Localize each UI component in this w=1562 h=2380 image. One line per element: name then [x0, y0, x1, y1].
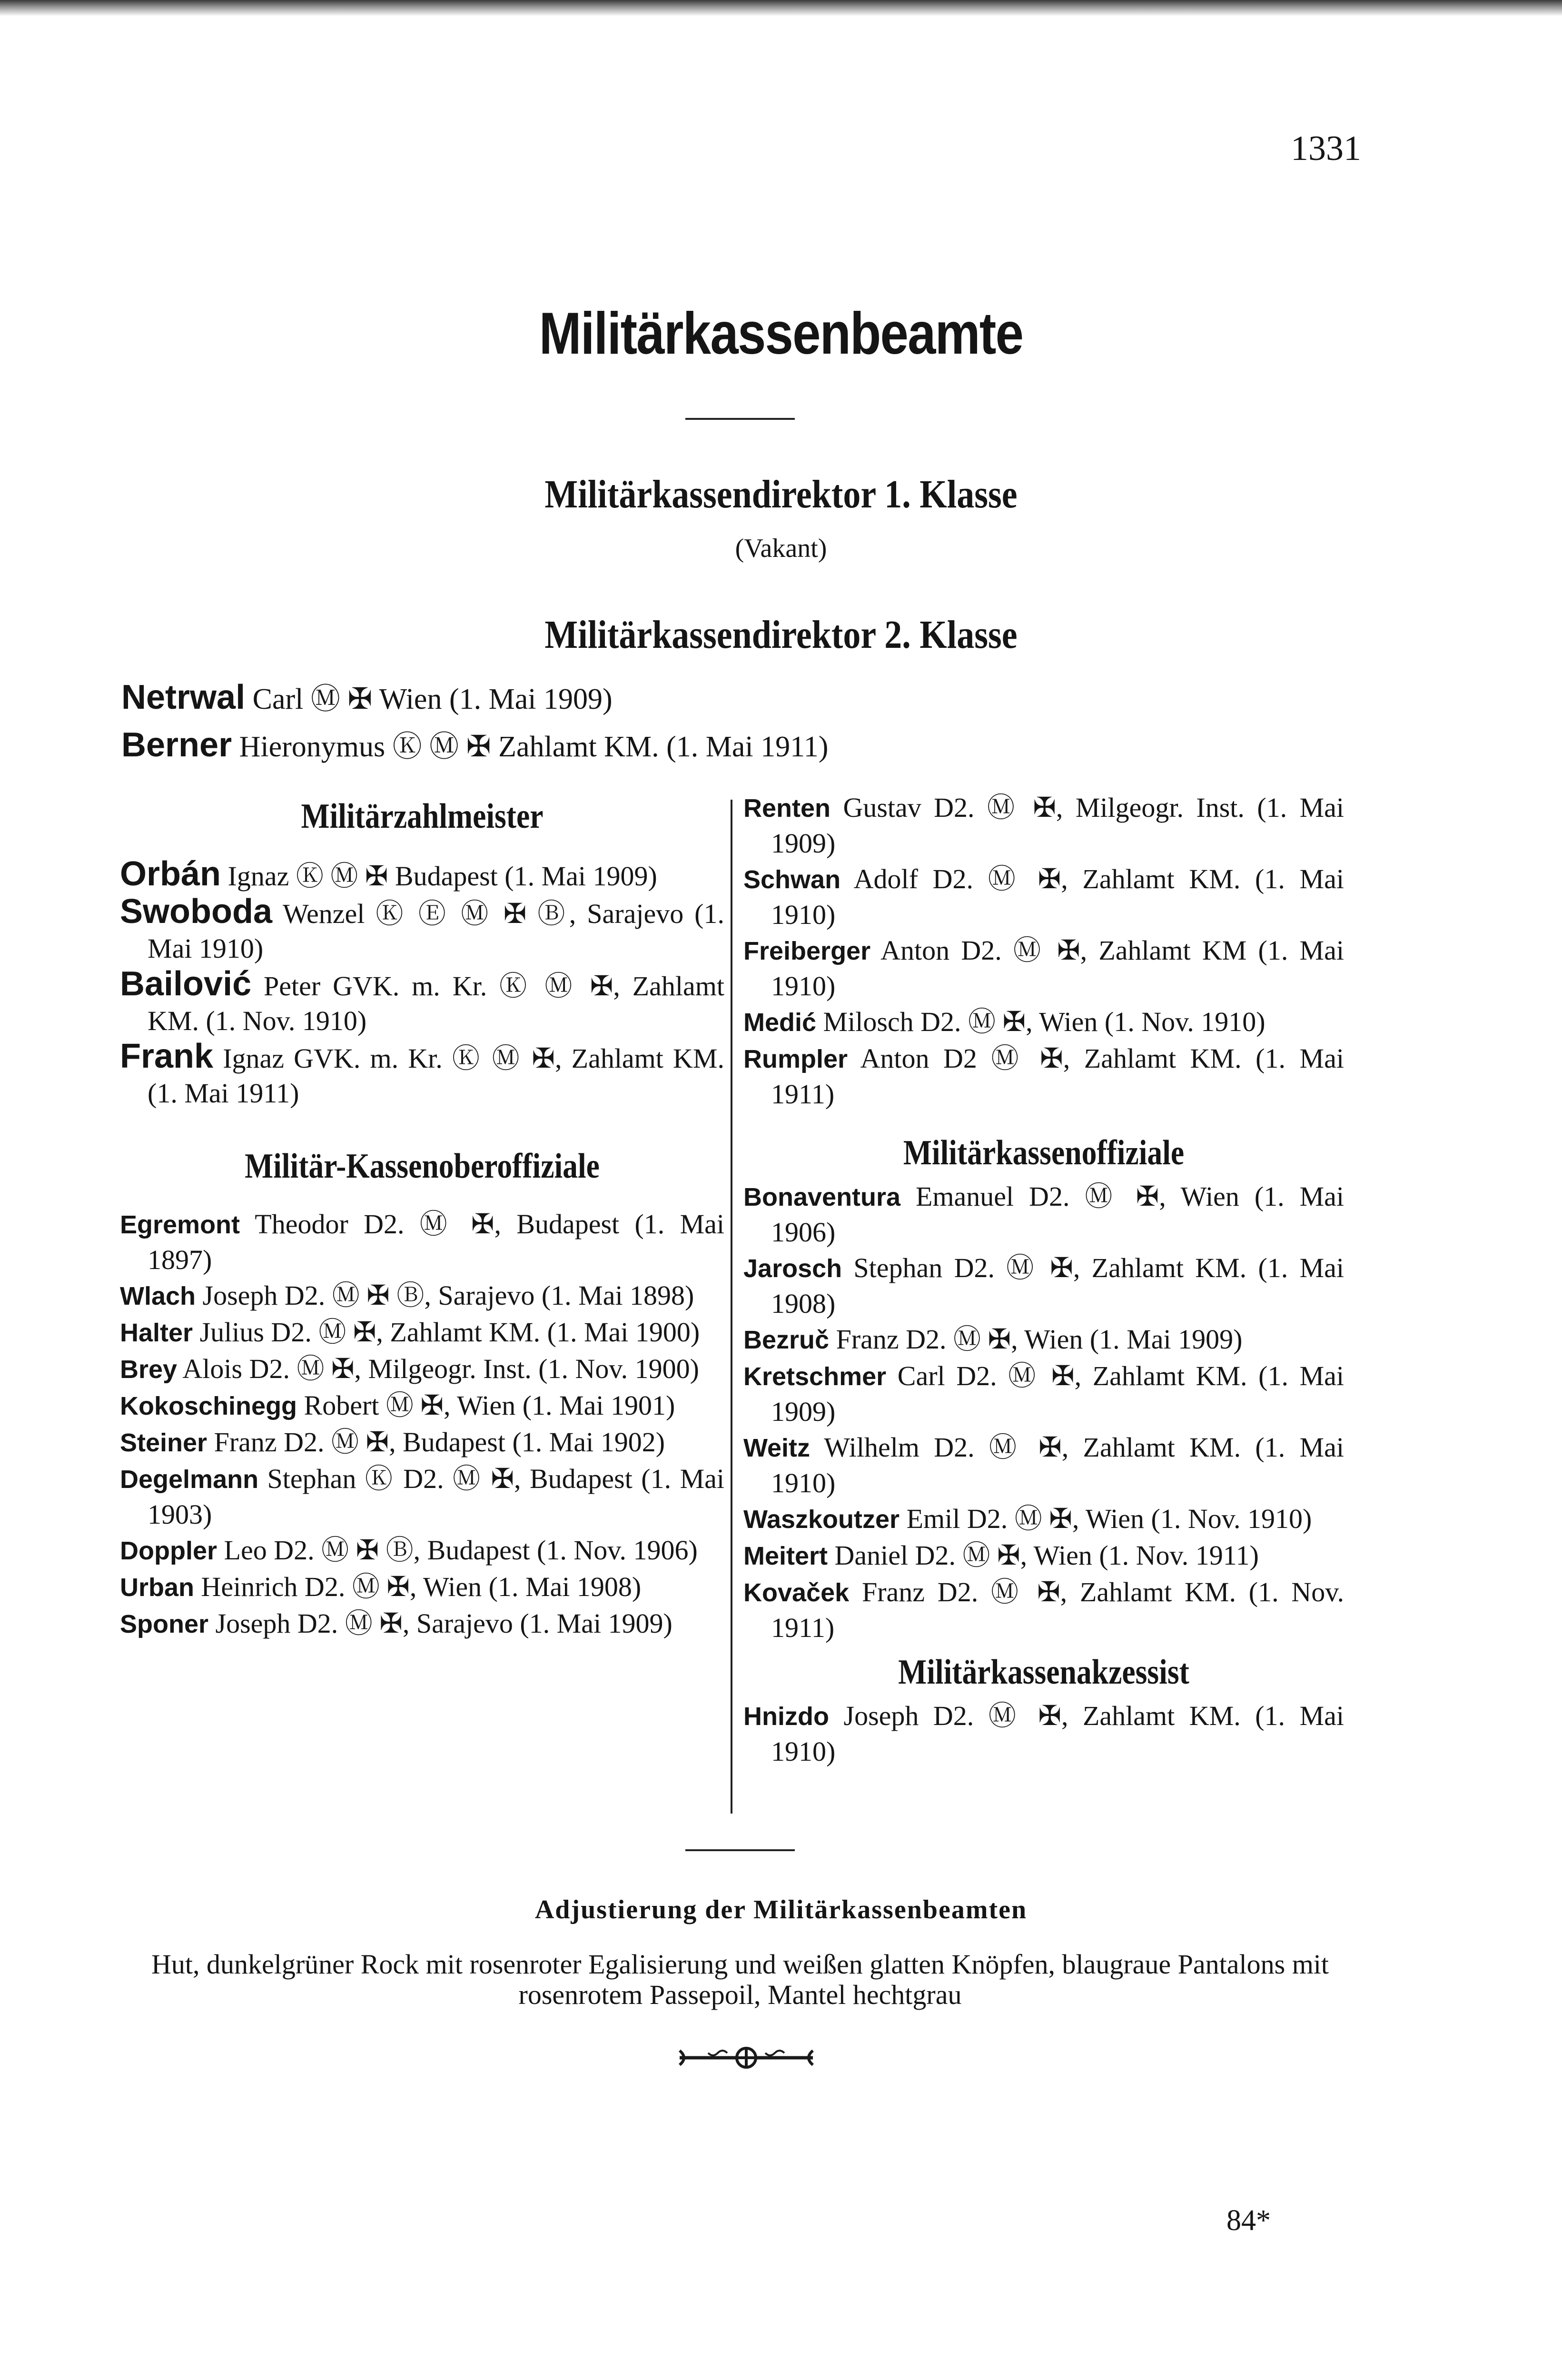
entry-name: Orbán	[120, 855, 221, 893]
list-item	[120, 1533, 724, 1568]
entry-name: Bailović	[120, 965, 252, 1003]
entry-name: Kovaček	[743, 1578, 850, 1607]
entry-text: Gustav D2. Ⓜ ✠, Milgeogr. Inst. (1. Mai 1909)	[771, 792, 1344, 859]
entry-name: Weitz	[743, 1434, 811, 1462]
list-item	[743, 1575, 1344, 1645]
entry-text: Milosch D2. Ⓜ ✠, Wien (1. Nov. 1910)	[823, 1006, 1265, 1037]
scan-edge	[0, 0, 1562, 16]
entry-text: Julius D2. Ⓜ ✠, Zahlamt KM. (1. Mai 1900)	[199, 1317, 700, 1348]
entry-name: Wlach	[120, 1282, 196, 1310]
list-item	[120, 857, 724, 893]
list-item	[743, 790, 1344, 861]
list-item	[120, 1207, 724, 1277]
column-divider	[731, 800, 732, 1814]
entry-name: Egremont	[120, 1210, 240, 1239]
list-item	[743, 862, 1344, 932]
heading-direktor-1: Militärkassendirektor 1. Klasse	[544, 472, 1018, 516]
section-rule	[685, 1849, 795, 1851]
list-item	[743, 933, 1344, 1003]
entry-name: Waszkoutzer	[743, 1505, 900, 1534]
entry-text: Alois D2. Ⓜ ✠, Milgeogr. Inst. (1. Nov. 1900)	[182, 1353, 699, 1384]
entry-name: Sponer	[120, 1610, 209, 1638]
entry-text: Ignaz Ⓚ Ⓜ ✠ Budapest (1. Mai 1909)	[227, 861, 657, 892]
adjustierung-text: Hut, dunkelgrüner Rock mit rosenroter Egalisierung und weißen glatten Knöpfen, blaugraue Pantalons mit rosenrotem Passepoil, Mantel hechtgrau	[151, 1949, 1329, 2010]
entry-text: Emanuel D2. Ⓜ ✠, Wien (1. Mai 1906)	[771, 1181, 1344, 1248]
list-item	[743, 1004, 1344, 1040]
left-column	[120, 790, 724, 1643]
list-item	[120, 894, 724, 966]
entry-text: Adolf D2. Ⓜ ✠, Zahlamt KM. (1. Mai 1910)	[771, 863, 1344, 930]
entry-name: Jarosch	[743, 1254, 842, 1283]
entry-text: Heinrich D2. Ⓜ ✠, Wien (1. Mai 1908)	[201, 1571, 642, 1602]
list-item	[743, 1501, 1344, 1537]
entry-name: Doppler	[120, 1537, 217, 1565]
list-item	[743, 1698, 1344, 1769]
entry-text: Franz D2. Ⓜ ✠, Wien (1. Mai 1909)	[836, 1324, 1243, 1355]
heading-direktor-2: Militärkassendirektor 2. Klasse	[544, 613, 1018, 657]
list-item	[120, 967, 724, 1038]
entry-text: Wilhelm D2. Ⓜ ✠, Zahlamt KM. (1. Mai 1910)	[771, 1432, 1344, 1498]
entry-name: Bonaventura	[743, 1183, 901, 1211]
entry-name: Swoboda	[120, 892, 272, 931]
entry-name: Urban	[120, 1573, 195, 1602]
entry-text: Robert Ⓜ ✠, Wien (1. Mai 1901)	[304, 1390, 675, 1421]
entry-text: Anton D2. Ⓜ ✠, Zahlamt KM (1. Mai 1910)	[771, 935, 1344, 1002]
entry-name: Degelmann	[120, 1465, 259, 1494]
entry-text: Franz D2. Ⓜ ✠, Budapest (1. Mai 1902)	[214, 1427, 665, 1458]
list-item	[120, 1569, 724, 1605]
entry-name: Kretschmer	[743, 1362, 887, 1391]
entry-name: Frank	[120, 1037, 214, 1075]
entry-text: Joseph D2. Ⓜ ✠, Sarajevo (1. Mai 1909)	[215, 1608, 672, 1639]
list-item	[120, 1039, 724, 1111]
entry-name: Bezruč	[743, 1326, 830, 1354]
page-title: Militärkassenbeamte	[539, 301, 1023, 367]
heading-offiziale: Militärkassenoffiziale	[903, 1133, 1185, 1172]
list-item	[743, 1179, 1344, 1250]
entry-text: Stephan Ⓚ D2. Ⓜ ✠, Budapest (1. Mai 1903)	[148, 1463, 724, 1530]
list-item	[120, 1461, 724, 1532]
entry-name: Hnizdo	[743, 1702, 829, 1731]
list-item	[120, 1351, 724, 1387]
entry-text: Hieronymus Ⓚ Ⓜ ✠ Zahlamt KM. (1. Mai 1911)	[239, 731, 829, 763]
entry-name: Meitert	[743, 1542, 828, 1570]
entry-name: Medić	[743, 1008, 817, 1037]
ornament-divider	[675, 2041, 818, 2074]
entry-text: Joseph D2. Ⓜ ✠ Ⓑ, Sarajevo (1. Mai 1898)	[202, 1280, 694, 1311]
entry-text: Stephan D2. Ⓜ ✠, Zahlamt KM. (1. Mai 1908)	[771, 1252, 1344, 1319]
list-item	[743, 1538, 1344, 1574]
title-rule	[685, 418, 795, 420]
entry-name: Berner	[121, 726, 232, 764]
entry-name: Brey	[120, 1355, 178, 1384]
page-number: 1331	[1291, 129, 1361, 168]
entry-netrwal	[121, 675, 1359, 717]
entry-name: Renten	[743, 794, 831, 823]
list-item	[120, 1388, 724, 1424]
entry-text: Emil D2. Ⓜ ✠, Wien (1. Nov. 1910)	[906, 1503, 1312, 1534]
entry-text: Theodor D2. Ⓜ ✠, Budapest (1. Mai 1897)	[148, 1209, 725, 1275]
heading-oberoffiziale: Militär-Kassenoberoffiziale	[245, 1147, 600, 1186]
entry-text: Ignaz GVK. m. Kr. Ⓚ Ⓜ ✠, Zahlamt KM. (1. Mai 1911)	[148, 1043, 724, 1109]
signature-mark: 84*	[1226, 2204, 1271, 2237]
entry-name: Kokoschinegg	[120, 1392, 297, 1420]
list-item	[743, 1250, 1344, 1321]
list-item	[120, 1315, 724, 1350]
entry-berner	[121, 723, 1359, 765]
list-item	[120, 1278, 724, 1314]
heading-akzessist: Militärkassenakzessist	[898, 1653, 1189, 1692]
entry-text: Carl D2. Ⓜ ✠, Zahlamt KM. (1. Mai 1909)	[771, 1360, 1344, 1427]
heading-adjustierung: Adjustierung der Militärkassenbeamten	[534, 1895, 1028, 1924]
entry-text: Carl Ⓜ ✠ Wien (1. Mai 1909)	[252, 683, 613, 715]
entry-name: Rumpler	[743, 1045, 848, 1073]
entry-text: Daniel D2. Ⓜ ✠, Wien (1. Nov. 1911)	[834, 1540, 1259, 1571]
entry-text: Leo D2. Ⓜ ✠ Ⓑ, Budapest (1. Nov. 1906)	[224, 1535, 698, 1566]
list-item	[743, 1322, 1344, 1358]
entry-name: Steiner	[120, 1428, 208, 1457]
entry-text: Franz D2. Ⓜ ✠, Zahlamt KM. (1. Nov. 1911)	[771, 1577, 1344, 1643]
list-item	[743, 1041, 1344, 1111]
entry-name: Netrwal	[121, 678, 246, 716]
list-item	[743, 1359, 1344, 1429]
entry-name: Halter	[120, 1319, 193, 1347]
entry-name: Schwan	[743, 865, 841, 894]
list-item	[120, 1425, 724, 1460]
list-item	[120, 1606, 724, 1642]
entry-text: Joseph D2. Ⓜ ✠, Zahlamt KM. (1. Mai 1910)	[771, 1700, 1345, 1767]
heading-zahlmeister: Militärzahlmeister	[301, 797, 544, 836]
vacant-note: (Vakant)	[735, 534, 827, 563]
entry-text: Wenzel Ⓚ Ⓔ Ⓜ ✠ Ⓑ, Sarajevo (1. Mai 1910)	[148, 898, 724, 964]
entry-name: Freiberger	[743, 937, 871, 965]
entry-text: Anton D2 Ⓜ ✠, Zahlamt KM. (1. Mai 1911)	[771, 1043, 1344, 1110]
right-column	[743, 790, 1344, 1770]
list-item	[743, 1430, 1344, 1500]
entry-text: Peter GVK. m. Kr. Ⓚ Ⓜ ✠, Zahlamt KM. (1. Nov. 1910)	[148, 971, 724, 1036]
